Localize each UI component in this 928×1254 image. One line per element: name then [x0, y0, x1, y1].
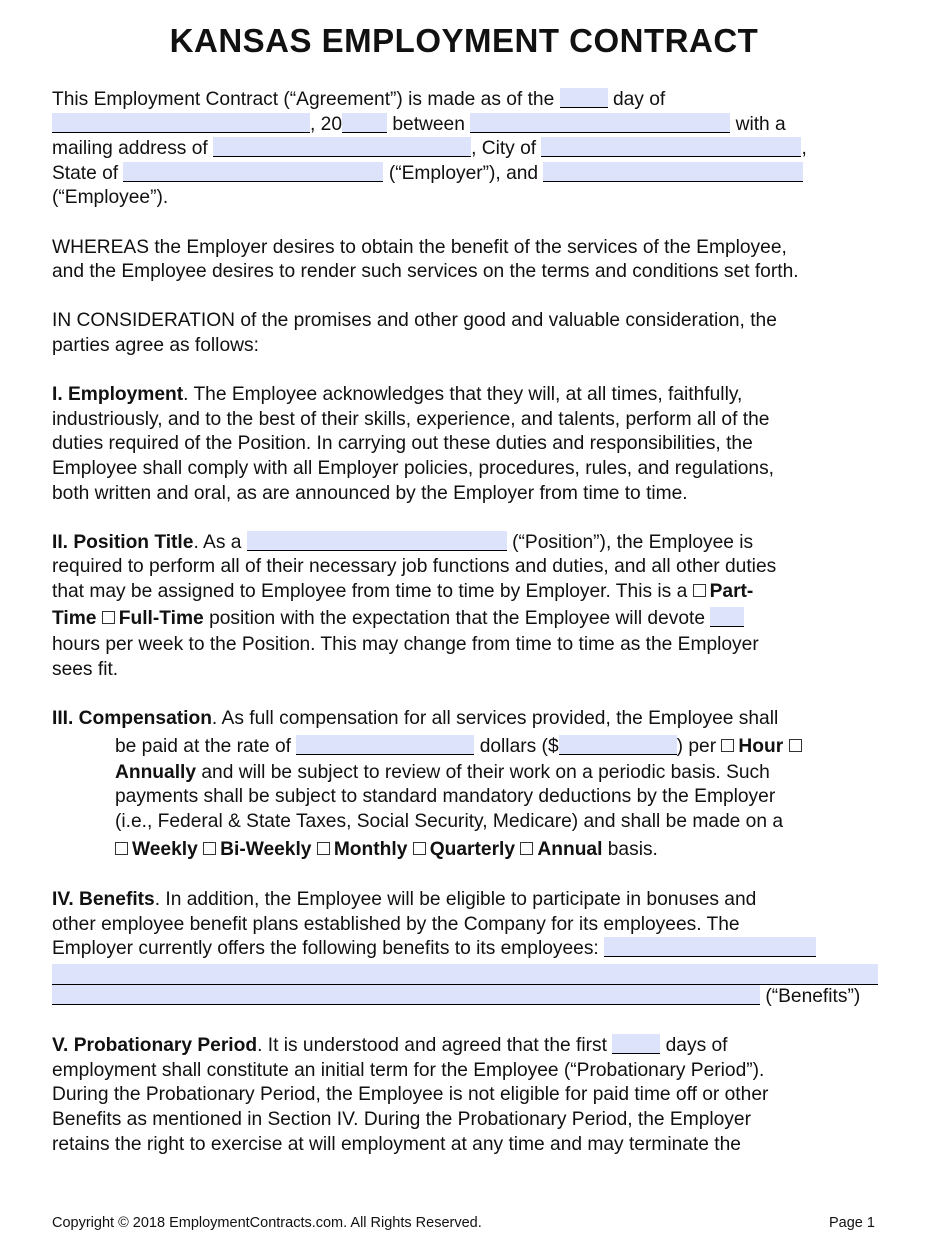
year-field[interactable] — [342, 113, 387, 133]
city-field[interactable] — [541, 137, 801, 157]
section-probationary-period: V. Probationary Period. It is understood and agreed that the first days of employment shall constitute an initial term for the Employee (“Probationary Period”). During the Probationary Period, the Employee is not eligible for paid time off or other Benefits as mentioned in Section IV. During the Probationary Period, the Employer retains the right to exercise at will employment at any time and may terminate the — [52, 1035, 769, 1155]
employer-name-field[interactable] — [470, 113, 730, 133]
benefits-field-1[interactable] — [604, 937, 816, 957]
quarterly-checkbox[interactable] — [413, 842, 426, 855]
whereas-paragraph: WHEREAS the Employer desires to obtain the benefit of the services of the Employee, and the Employee desires to render such services on the terms and conditions set forth. — [52, 236, 799, 283]
section-compensation: III. Compensation. As full compensation for all services provided, the Employee shall be paid at the rate of dollars ($ ) per Hour Annually and will be subject to review of their work on a periodic basis. Such payments shall be subject to standard mandatory deductions by the Employer (i.e., Federal & State Taxes, Social Security, Medicare) and shall be made on a Weekly Bi-Weekly Monthly Quarterly Annual basis. — [52, 707, 882, 863]
weekly-checkbox[interactable] — [115, 842, 128, 855]
section-heading: V. Probationary Period — [52, 1035, 258, 1057]
annually-checkbox[interactable] — [789, 739, 802, 752]
annual-checkbox[interactable] — [520, 842, 533, 855]
benefits-field-2[interactable] — [52, 964, 878, 985]
consideration-paragraph: IN CONSIDERATION of the promises and other good and valuable consideration, the parties agree as follows: — [52, 310, 777, 356]
intro-paragraph: This Employment Contract (“Agreement”) is made as of the day of , 20 between with a mailing address of , City of , State of (“Employer”), and (“Employee”). — [52, 89, 807, 209]
section-benefits: IV. Benefits. In addition, the Employee will be eligible to participate in bonuses and other employee benefit plans established by the Company for its employees. The Employer currently offers the following benefits to its employees: (“Benefits”) — [52, 888, 882, 1009]
section-heading: I. Employment — [52, 384, 184, 406]
hour-checkbox[interactable] — [721, 739, 734, 752]
copyright-footer: Copyright © 2018 EmploymentContracts.com. All Rights Reserved. — [52, 1215, 482, 1231]
section-employment: I. Employment. The Employee acknowledges that they will, at all times, faithfully, industriously, and to the best of their skills, experience, and talents, perform all of the duties required of the Position. In carrying out these duties and responsibilities, the Employee shall comply with all Employer policies, procedures, rules, and regulations, both written and oral, as are announced by the Employer from time to time. — [52, 384, 775, 504]
rate-amount-field[interactable] — [559, 735, 677, 755]
rate-words-field[interactable] — [296, 735, 474, 755]
employee-name-field[interactable] — [543, 162, 803, 182]
document-body — [52, 88, 882, 1182]
full-time-checkbox[interactable] — [102, 611, 115, 624]
monthly-checkbox[interactable] — [317, 842, 330, 855]
section-position-title: II. Position Title. As a (“Position”), the Employee is required to perform all of their necessary job functions and duties, and all other duties that may be assigned to Employee from time to time by Employer. This is a Part- Time Full-Time position with the expectation that the Employee will devote hours per week to the Position. This may change from time to time as the Employer sees fit. — [52, 531, 777, 681]
day-field[interactable] — [560, 88, 608, 108]
section-heading: III. Compensation — [52, 708, 212, 730]
month-field[interactable] — [52, 113, 310, 133]
section-heading: IV. Benefits — [52, 889, 155, 911]
position-field[interactable] — [247, 531, 507, 551]
page-number: Page 1 — [829, 1215, 875, 1231]
benefits-field-3[interactable] — [52, 985, 760, 1005]
probation-days-field[interactable] — [612, 1034, 660, 1054]
document-title: KANSAS EMPLOYMENT CONTRACT — [169, 22, 759, 59]
part-time-checkbox[interactable] — [693, 584, 706, 597]
mailing-address-field[interactable] — [213, 137, 471, 157]
bi-weekly-checkbox[interactable] — [203, 842, 216, 855]
hours-field[interactable] — [710, 607, 744, 627]
section-heading: II. Position Title — [52, 531, 194, 553]
state-field[interactable] — [123, 162, 383, 182]
